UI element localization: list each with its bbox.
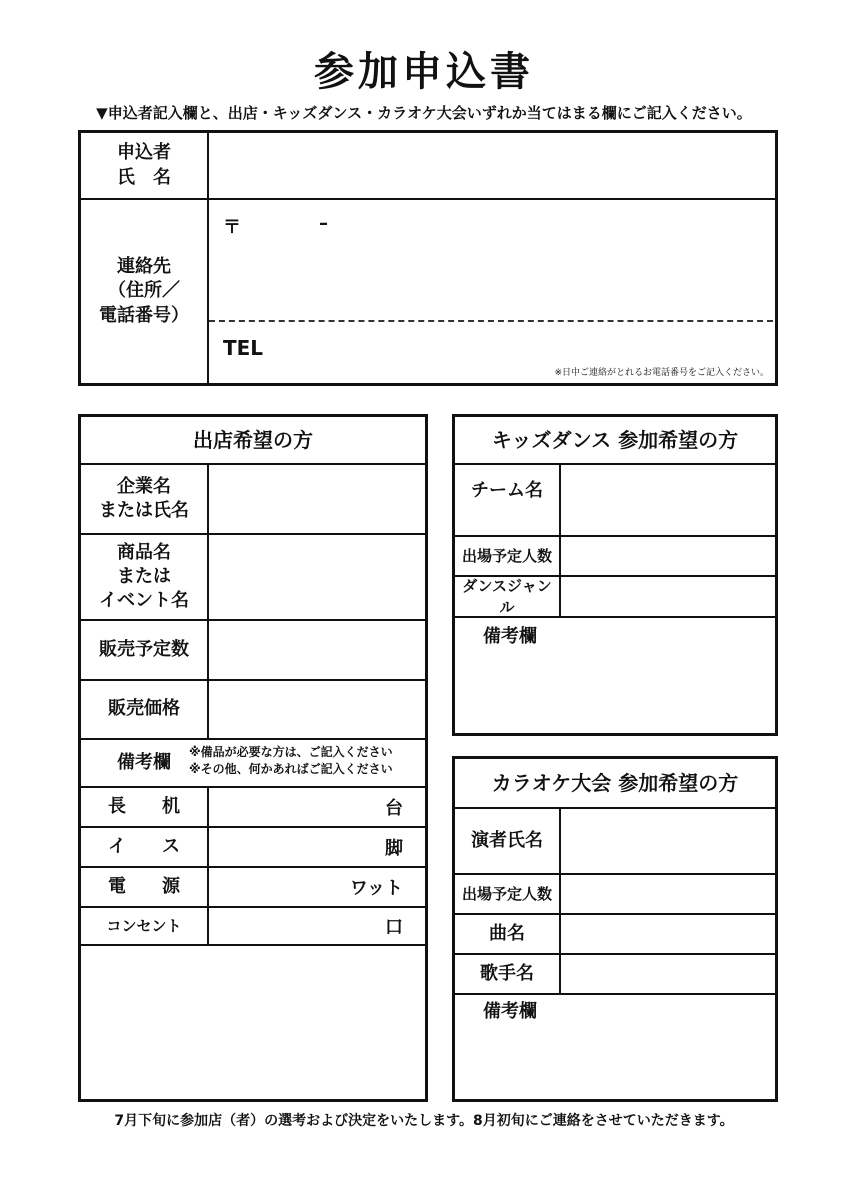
product-label: 商品名 または イベント名 xyxy=(99,541,189,612)
dance-remarks-field[interactable] xyxy=(455,618,775,733)
dance-section xyxy=(452,414,778,736)
company-label: 企業名 または氏名 xyxy=(99,475,189,521)
shop-section xyxy=(78,414,428,1102)
genre-label: ダンスジャンル xyxy=(462,577,552,616)
outlet-unit: 口 xyxy=(385,917,403,938)
performer-field[interactable] xyxy=(561,809,775,873)
outlet-field[interactable] xyxy=(209,908,425,944)
genre-field[interactable] xyxy=(561,577,775,616)
contact-label: 連絡先 （住所／ 電話番号） xyxy=(99,256,189,326)
item-row-outlet: コンセント xyxy=(106,916,182,935)
tel-note: ※日中ご連絡がとれるお電話番号をご記入ください。 xyxy=(554,368,769,378)
dance-count-label: 出場予定人数 xyxy=(461,546,552,565)
applicant-name-label: 申込者 氏 名 xyxy=(117,142,171,188)
postal-dash: – xyxy=(319,213,328,234)
item-row-power: 電 源 xyxy=(108,875,180,897)
chair-unit: 脚 xyxy=(385,838,403,859)
page-title: 参加申込書 xyxy=(314,49,534,95)
instruction-text: ▼申込者記入欄と、出店・キッズダンス・カラオケ大会いずれか当てはまる欄にご記入ください。 xyxy=(96,104,752,122)
shop-remarks-label: 備考欄 xyxy=(117,751,171,773)
dance-count-field[interactable] xyxy=(561,537,775,575)
desk-field[interactable] xyxy=(209,788,425,826)
team-label: チーム名 xyxy=(471,480,543,501)
applicant-section xyxy=(78,130,778,386)
product-field[interactable] xyxy=(209,535,425,619)
song-label: 曲名 xyxy=(489,922,525,944)
power-field[interactable] xyxy=(209,868,425,906)
karaoke-section xyxy=(452,756,778,1102)
applicant-name-field[interactable] xyxy=(209,133,775,198)
singer-label: 歌手名 xyxy=(480,962,534,984)
dance-remarks-label: 備考欄 xyxy=(483,625,537,647)
shop-heading: 出店希望の方 xyxy=(193,427,313,452)
chair-field[interactable] xyxy=(209,828,425,866)
shop-remarks-note: ※備品が必要な方は、ご記入ください ※その他、何かあればご記入ください xyxy=(189,745,393,777)
postal-mark: 〒 xyxy=(223,217,241,238)
karaoke-heading: カラオケ大会 参加希望の方 xyxy=(491,770,739,795)
karaoke-remarks-label: 備考欄 xyxy=(483,1000,537,1022)
power-unit: ワット xyxy=(349,878,403,899)
karaoke-remarks-field[interactable] xyxy=(455,995,775,1099)
item-row-desk: 長 机 xyxy=(108,795,180,817)
quantity-label: 販売予定数 xyxy=(99,638,189,660)
shop-remarks-field[interactable] xyxy=(81,946,425,1099)
desk-unit: 台 xyxy=(385,798,403,819)
karaoke-count-label: 出場予定人数 xyxy=(461,884,552,903)
tel-label: TEL xyxy=(223,336,264,360)
song-field[interactable] xyxy=(561,915,775,953)
singer-field[interactable] xyxy=(561,955,775,993)
tel-field[interactable] xyxy=(281,325,771,365)
price-field[interactable] xyxy=(209,681,425,738)
company-field[interactable] xyxy=(209,465,425,533)
footer-note: 7月下旬に参加店（者）の選考および決定をいたします。8月初旬にご連絡をさせていただきます。 xyxy=(114,1113,734,1129)
item-row-chair: イ ス xyxy=(108,835,180,857)
team-field[interactable] xyxy=(561,465,775,535)
address-field[interactable] xyxy=(209,200,775,320)
price-label: 販売価格 xyxy=(108,698,180,720)
quantity-field[interactable] xyxy=(209,621,425,679)
dance-heading: キッズダンス 参加希望の方 xyxy=(491,427,739,452)
address-divider xyxy=(209,320,773,322)
performer-label: 演者氏名 xyxy=(471,829,543,851)
karaoke-count-field[interactable] xyxy=(561,875,775,913)
